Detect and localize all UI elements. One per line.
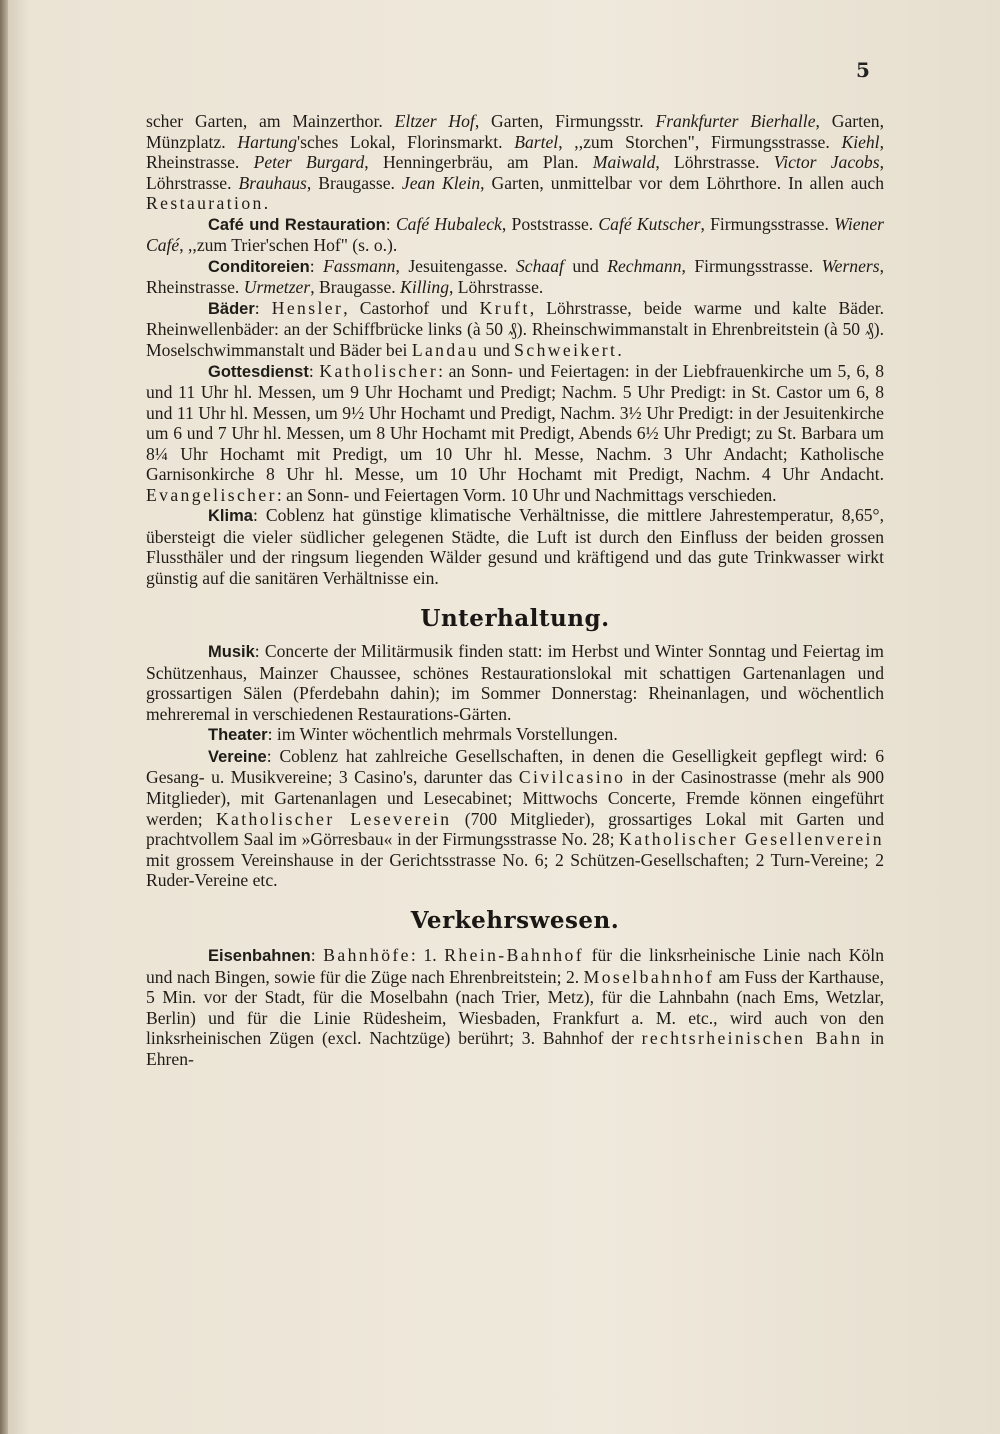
text-run: , Garten, unmittelbar vor dem Löhrthore. In allen auch (480, 172, 885, 193)
paragraph-heading: Café und Restauration (208, 215, 386, 234)
text-run: am Fuss der Karthause, 5 Min. vor der Stadt, für die Moselbahn (nach Trier, Metz), für die Lahnbahn (nach Ems, Wetzlar, Berlin) und für die Linie Rüdesheim, Wiesbaden, Frankfurt a. M. etc., wird auch von den linksrheinischen Zügen (excl. Nachtzüge) berührt; 3. Bahnhof der (146, 966, 884, 1049)
paragraph-heading: Klima (208, 507, 253, 526)
italic-name: Hartung (237, 131, 298, 152)
spaced-emphasis: Moselbahnhof (583, 966, 715, 987)
text-run: , Löhrstrasse. (655, 152, 774, 173)
italic-name: Frankfurter Bierhalle (655, 111, 816, 131)
page-body (146, 111, 884, 1070)
italic-name: Peter Burgard (253, 152, 365, 173)
italic-name: Rechmann (607, 255, 682, 276)
text-run: : Concerte der Militärmusik finden statt: im Herbst und Winter Sonntag und Feiertag im Schützenhaus, Mainzer Chaussee, schönes Restaurationslokal mit schattigen Gartenanlagen und grossartigen Sälen (Pferdebahn dahin); im Sommer Donnerstag: Rheinanlagen, und wöchentlich mehreremal in verschiedenen Restaurations-Gärten. (146, 641, 884, 724)
text-run: mit grossem Vereinshause in der Gerichtsstrasse No. 6; 2 Schützen-Gesellschaften; 2 Turn-Vereine; 2 Ruder-Vereine etc. (146, 849, 884, 891)
paragraph (146, 256, 884, 298)
text-run: , Castorhof und (343, 297, 480, 318)
paragraph-heading: Gottesdienst (208, 362, 309, 381)
paragraph (146, 505, 884, 588)
spaced-emphasis: Civilcasino (518, 767, 626, 788)
text-run: , Firmungsstrasse. (700, 213, 835, 234)
paragraph-heading: Eisenbahnen (208, 947, 311, 966)
paragraph-heading: Conditoreien (208, 257, 310, 276)
italic-name: Fassmann (323, 255, 396, 276)
paragraph-heading: Bäder (208, 299, 255, 318)
text-run: scher Garten, am Mainzerthor. (146, 111, 395, 131)
text-run: , Firmungsstrasse. (681, 255, 822, 276)
text-run: : an Sonn- und Feiertagen: in der Liebfrauenkirche um 5, 6, 8 und 11 Uhr hl. Messen, um 9 Uhr Hochamt und Predigt; Nachm. 5 Uhr Predigt: in St. Castor um 6, 8 und 11 Uhr hl. Messen, um 9½ Uhr Hochamt und Predigt, Nachm. 3½ Uhr Predigt: in der Jesuitenkirche um 6 und 7 Uhr hl. Messen, um 8 Uhr Hochamt mit Predigt, Abends 6½ Uhr Predigt; zu St. Barbara um 8¼ Uhr Hochamt mit Predigt, um 10 Uhr hl. Messe, Nachm. 3 Uhr Andacht; Katholische Garnisonkirche 8 Uhr hl. Messe, um 10 Uhr Hochamt mit Predigt, Nachm. 4 Uhr Andacht. (146, 360, 885, 485)
text-run: : (308, 360, 320, 381)
italic-name: Jean Klein (401, 172, 481, 193)
section-heading-unterhaltung: Unterhaltung. (420, 604, 610, 632)
paragraph (146, 746, 884, 891)
paragraph (146, 361, 884, 506)
text-run: , Garten, Münzplatz. (146, 111, 885, 152)
paragraph (146, 111, 884, 214)
italic-name: Brauhaus (238, 172, 307, 193)
spaced-emphasis: Evangelischer (146, 484, 277, 505)
text-run: , Braugasse. (306, 172, 402, 193)
text-run: für die linksrheinische Linie nach Köln und nach Bingen, sowie für die Züge nach Ehrenbreitstein; 2. (146, 945, 884, 987)
text-run: . (617, 340, 622, 361)
spaced-emphasis: Kruft (479, 297, 530, 318)
text-run: , Braugasse. (310, 277, 401, 298)
text-run: in Ehren- (146, 1028, 884, 1069)
text-run: : (309, 255, 324, 276)
page-binding-edge (0, 0, 8, 1434)
text-run: in der Casinostrasse (mehr als 900 Mitglieder), mit Gartenanlagen und Lesecabinet; Mittwochs Concerte, Fremde können eingeführt werden; (146, 767, 885, 829)
text-run: , Löhrstrasse, beide warme und kalte Bäder. Rheinwellenbäder: an der Schiffbrücke links (à 50 ₰). Rheinschwimmanstalt in Ehrenbreitstein (à 50 ₰). Moselschwimmanstalt und Bäder bei (146, 297, 884, 361)
paragraph (146, 641, 884, 724)
text-run: : an Sonn- und Feiertagen Vorm. 10 Uhr und Nachmittags verschieden. (276, 484, 777, 505)
text-run: , Rheinstrasse. (146, 131, 884, 173)
paragraph-heading: Vereine (208, 747, 267, 766)
text-run: : (310, 945, 324, 966)
paragraph (146, 298, 884, 361)
italic-name: Maiwald (592, 152, 656, 173)
text-run: , Löhrstrasse. (146, 152, 884, 193)
text-run: , Löhrstrasse. (449, 277, 544, 298)
italic-name: Victor Jacobs (773, 152, 880, 173)
paragraph (146, 724, 884, 746)
text-run: , ,,zum Storchen", Firmungsstrasse. (558, 131, 842, 152)
text-run: , Henningerbräu, am Plan. (364, 152, 593, 173)
spaced-emphasis: Restauration (146, 193, 264, 214)
text-run: , ,,zum Trier'schen Hof" (s. o.). (179, 235, 398, 256)
text-run: und (478, 340, 515, 361)
text-run: , Garten, Firmungsstr. (474, 111, 656, 131)
italic-name: Eltzer Hof (394, 111, 475, 131)
text-run: : im Winter wöchentlich mehrmals Vorstellungen. (267, 724, 618, 745)
text-run: : (385, 213, 396, 234)
paragraph-heading: Theater (208, 726, 268, 745)
italic-name: Café Kutscher (598, 213, 701, 234)
text-run: : Coblenz hat zahlreiche Gesellschaften, in denen die Geselligkeit gepflegt wird: 6 Gesang- u. Musikvereine; 3 Casino's, darunter das (146, 745, 884, 788)
text-run: 'sches Lokal, Florinsmarkt. (297, 131, 515, 152)
italic-name: Wiener Café (146, 213, 884, 256)
spaced-emphasis: Rhein-Bahnhof (444, 945, 584, 966)
spaced-emphasis: Hensler (271, 297, 344, 318)
text-run: , Poststrasse. (501, 213, 599, 234)
paragraph (146, 214, 884, 256)
paragraph (146, 945, 884, 1069)
italic-name: Urmetzer (243, 277, 311, 298)
italic-name: Bartel (514, 131, 559, 152)
italic-name: Killing (400, 277, 449, 298)
text-run: : (254, 297, 272, 318)
spaced-emphasis: Katholischer (319, 360, 439, 381)
italic-name: Werners (821, 255, 880, 276)
text-run: und (563, 255, 608, 276)
text-run: , Jesuitengasse. (395, 255, 516, 276)
text-run: : Coblenz hat günstige klimatische Verhältnisse, die mittlere Jahrestemperatur, 8,65°, übersteigt die vieler südlicher gelegenen Städte, die Luft ist durch den Einfluss der beiden grossen Flussthäler und der ringsum liegenden Wälder gesund und kräftigend und das gute Trinkwasser wirkt günstig auf die sanitären Verhältnisse ein. (146, 505, 884, 589)
section-heading-verkehrswesen: Verkehrswesen. (410, 906, 620, 934)
text-run: . (263, 193, 269, 214)
italic-name: Café Hubaleck (395, 213, 502, 234)
text-run: : 1. (410, 945, 445, 966)
spaced-emphasis: Katholischer Leseverein (215, 808, 452, 829)
spaced-emphasis: Bahnhöfe (323, 945, 411, 966)
italic-name: Kiehl (841, 131, 880, 152)
italic-name: Schaaf (516, 255, 564, 276)
text-run: (700 Mitglieder), grossartiges Lokal mit Garten und prachtvollem Saal im »Görresbau« in der Firmungsstrasse No. 28; (146, 808, 884, 850)
spaced-emphasis: Schweikert (514, 340, 618, 361)
spaced-emphasis: rechtsrheinischen Bahn (641, 1028, 863, 1049)
spaced-emphasis: Katholischer Gesellenverein (619, 829, 884, 850)
page-number: 5 (856, 58, 870, 82)
text-run: , Rheinstrasse. (146, 255, 885, 298)
paragraph-heading: Musik (208, 643, 255, 662)
spaced-emphasis: Landau (411, 340, 479, 361)
